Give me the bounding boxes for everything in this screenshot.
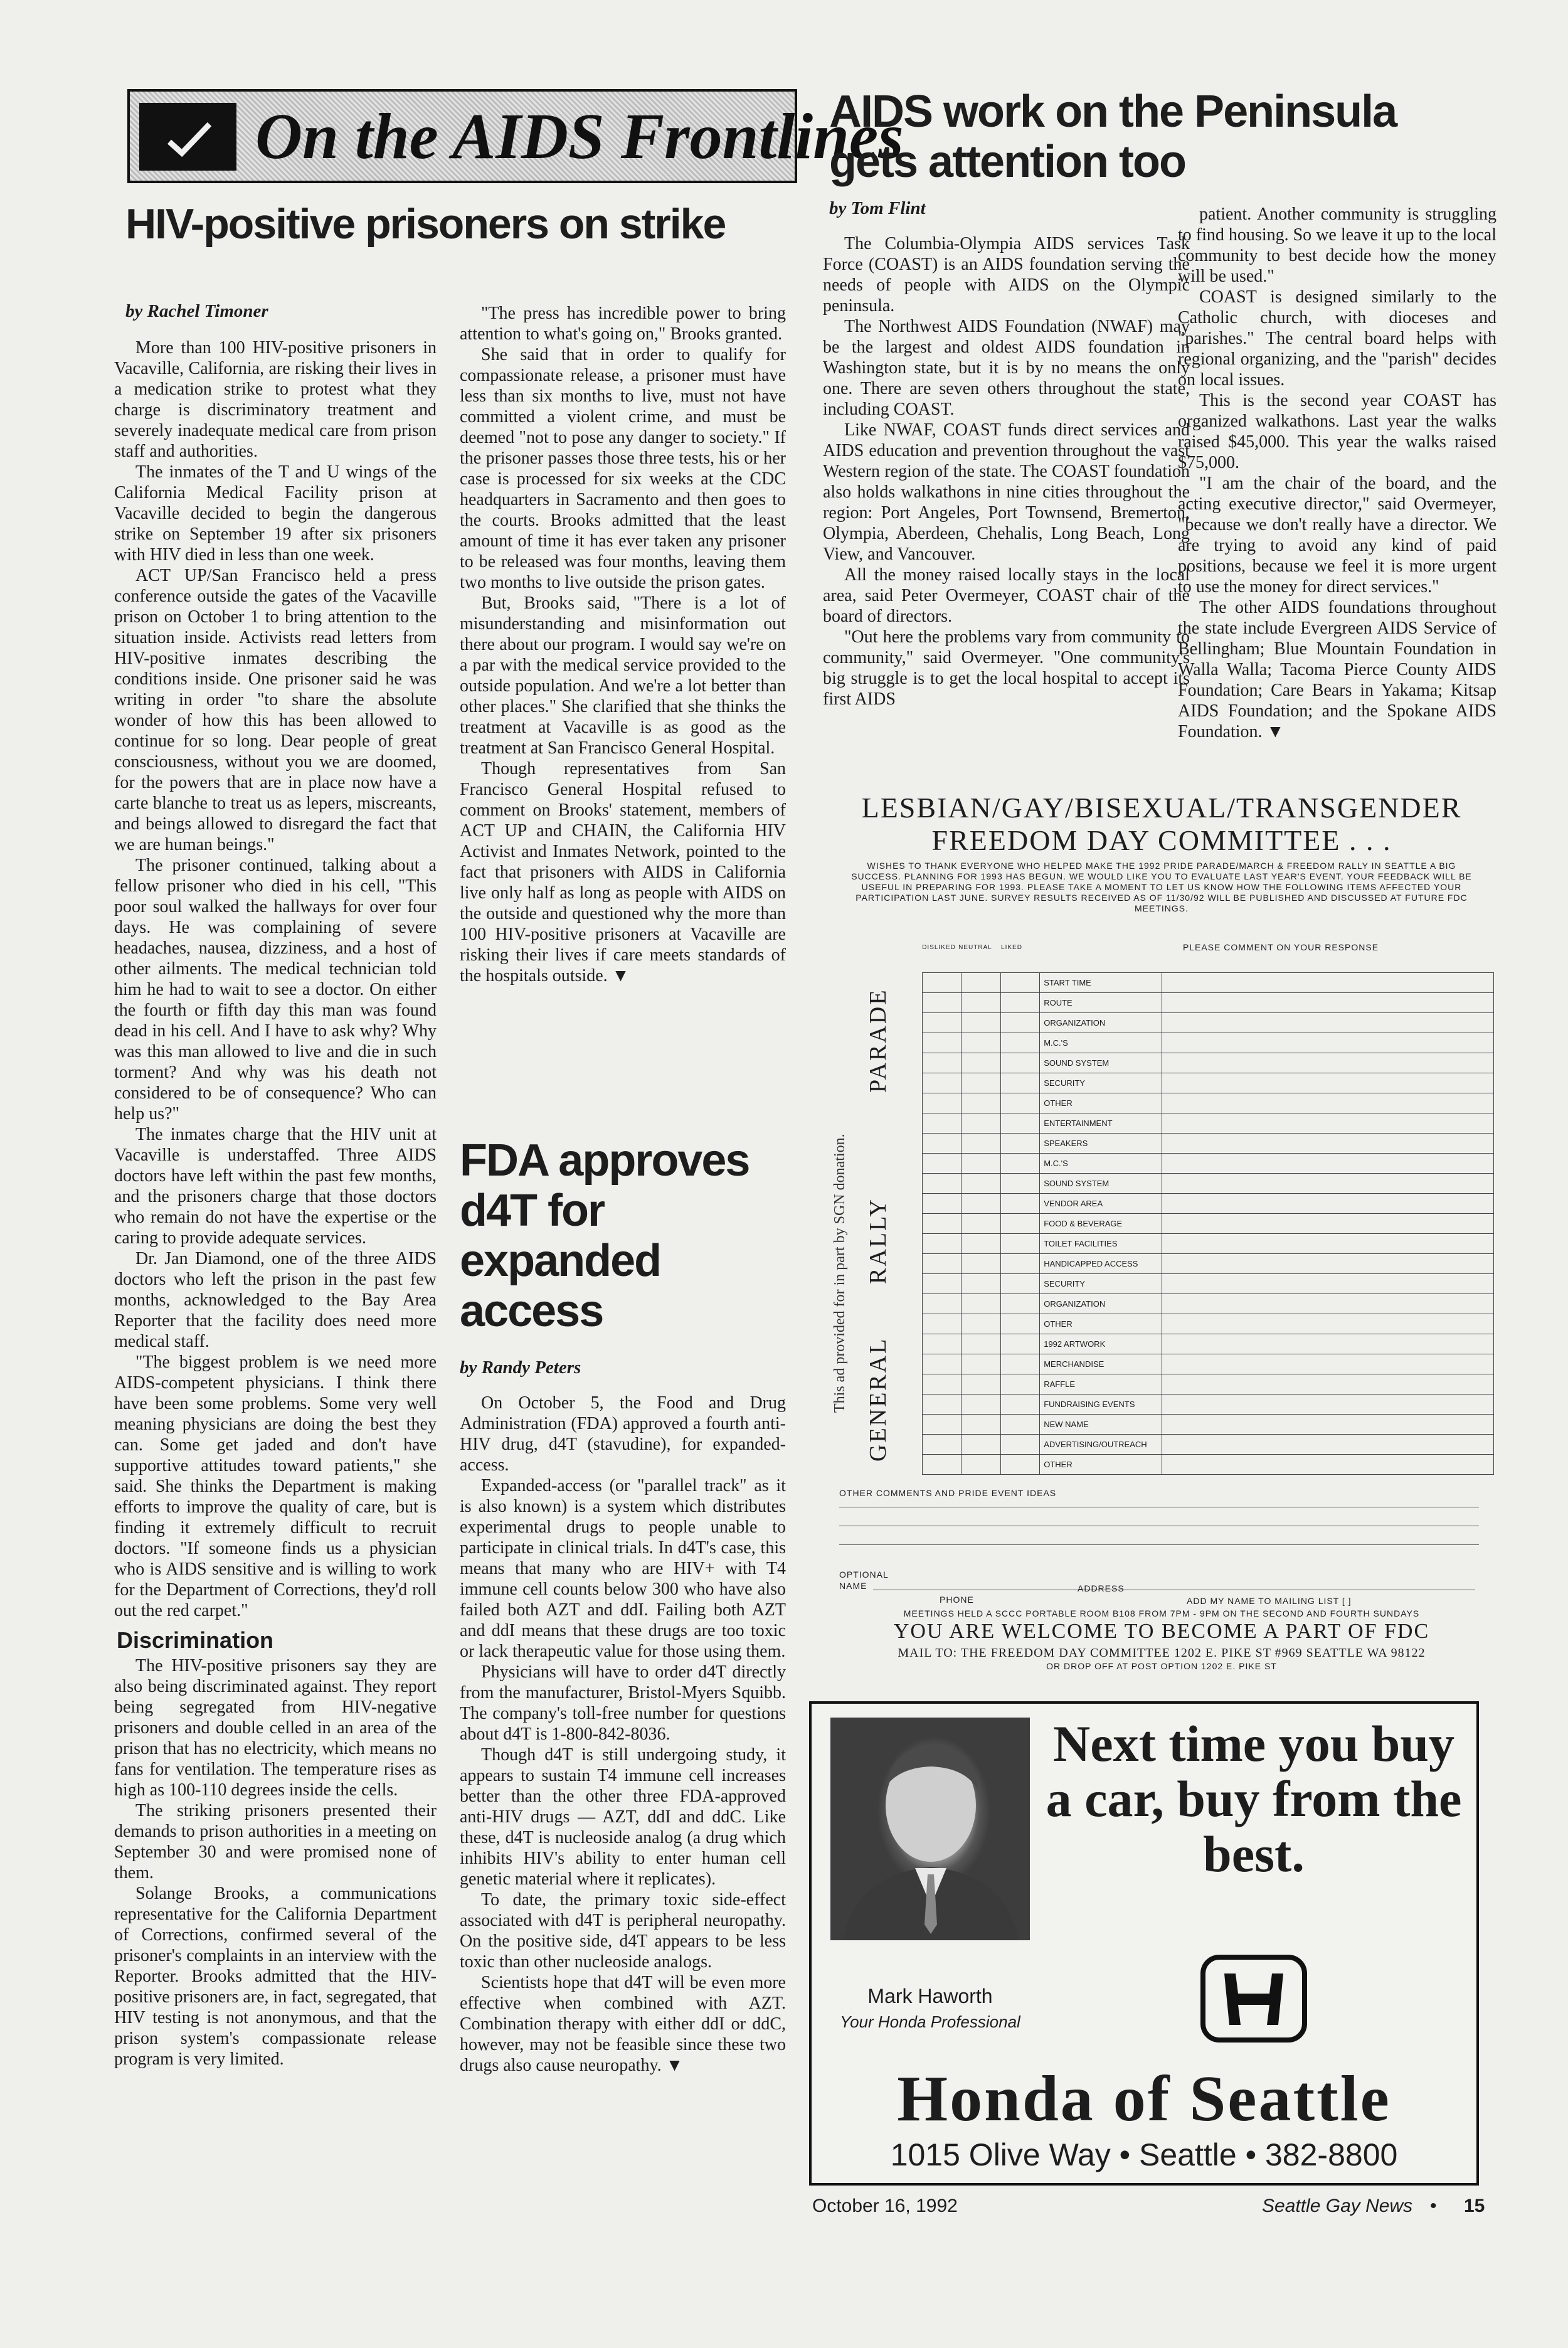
comment-field[interactable]: [1162, 1354, 1494, 1374]
disliked-checkbox[interactable]: [923, 1174, 961, 1194]
footer-date: October 16, 1992: [812, 2196, 958, 2216]
liked-checkbox[interactable]: [1000, 1274, 1039, 1294]
liked-checkbox[interactable]: [1000, 1013, 1039, 1033]
honda-logo-icon: [1200, 1955, 1307, 2046]
article3-paragraph: To date, the primary toxic side-effect associated with d4T is peripheral neuropathy. On the positive side, d4T appears to be less toxic than other nucleoside analogs.: [460, 1890, 786, 1972]
neutral-checkbox[interactable]: [961, 1053, 1000, 1073]
neutral-checkbox[interactable]: [961, 1435, 1000, 1455]
survey-item-label: ADVERTISING/OUTREACH: [1040, 1435, 1162, 1455]
neutral-checkbox[interactable]: [961, 1154, 1000, 1174]
liked-checkbox[interactable]: [1000, 1174, 1039, 1194]
mailing-list-checkbox[interactable]: ADD MY NAME TO MAILING LIST [ ]: [1187, 1596, 1352, 1606]
liked-checkbox[interactable]: [1000, 1334, 1039, 1354]
article2-headline: AIDS work on the Peninsula gets attention too: [829, 87, 1397, 187]
disliked-checkbox[interactable]: [923, 1154, 961, 1174]
liked-checkbox[interactable]: [1000, 1374, 1039, 1394]
dealer-address: 1015 Olive Way • Seattle • 382-8800: [890, 2137, 1398, 2172]
comment-field[interactable]: [1162, 1194, 1494, 1214]
comment-field[interactable]: [1162, 1274, 1494, 1294]
check-mark-icon: [139, 103, 236, 171]
article3-paragraph: Physicians will have to order d4T directly from the manufacturer, Bristol-Myers Squibb. The company's toll-free number for questions about d4T is 1-800-842-8036.: [460, 1662, 786, 1744]
liked-checkbox[interactable]: [1000, 1194, 1039, 1214]
article2-column2: [1178, 204, 1496, 742]
article2-paragraph: Like NWAF, COAST funds direct services and AIDS education and prevention throughout the vast Western region of the state. The COAST foundation also holds walkathons in nine cities throughout the region: Port Angeles, Port Townsend, Bremerton, Olympia, Aberdeen, Chehalis, Long Beach, Long View, and Vancouver.: [823, 420, 1190, 564]
article1-paragraph: The prisoner continued, talking about a fellow prisoner who died in his cell, "This poor soul walked the hallways for over four days. He was complaining of severe headaches, nausea, dizziness, and a host of other ailments. The medical technician told him he had to wait to see a doctor. On either the fourth or fifth day this man was found dead in his cell. And I have to ask why? Why was this man allowed to live and die in such torment? And why was his death not considered to be of consequence? Who can help us?": [114, 856, 437, 1124]
banner-logo-box: [139, 103, 236, 171]
neutral-checkbox[interactable]: [961, 1254, 1000, 1274]
disliked-checkbox[interactable]: [923, 1254, 961, 1274]
neutral-checkbox[interactable]: [961, 1334, 1000, 1354]
survey-row: [923, 1294, 1494, 1314]
column-liked: LIKED: [1001, 944, 1022, 951]
group-label-rally: RALLY: [865, 1198, 891, 1284]
disliked-checkbox[interactable]: [923, 1214, 961, 1234]
mail-to-address: MAIL TO: THE FREEDOM DAY COMMITTEE 1202 E. PIKE ST #969 SEATTLE WA 98122: [898, 1646, 1426, 1660]
disliked-checkbox[interactable]: [923, 1334, 961, 1354]
liked-checkbox[interactable]: [1000, 1354, 1039, 1374]
neutral-checkbox[interactable]: [961, 993, 1000, 1013]
neutral-checkbox[interactable]: [961, 1294, 1000, 1314]
survey-item-label: MERCHANDISE: [1040, 1354, 1162, 1374]
liked-checkbox[interactable]: [1000, 1134, 1039, 1154]
comment-field[interactable]: [1162, 1415, 1494, 1435]
survey-row: [923, 1093, 1494, 1113]
disliked-checkbox[interactable]: [923, 1415, 961, 1435]
neutral-checkbox[interactable]: [961, 973, 1000, 993]
disliked-checkbox[interactable]: [923, 1053, 961, 1073]
disliked-checkbox[interactable]: [923, 1134, 961, 1154]
comment-field[interactable]: [1162, 1334, 1494, 1354]
article2-paragraph: "Out here the problems vary from community to community," said Overmeyer. "One community's big struggle is to get the local hospital to accept its first AIDS: [823, 627, 1190, 709]
disliked-checkbox[interactable]: [923, 1073, 961, 1093]
neutral-checkbox[interactable]: [961, 1113, 1000, 1134]
article1-paragraph: ACT UP/San Francisco held a press conference outside the gates of the Vacaville prison on October 1 to bring attention to the situation inside. Activists read letters from HIV-positive inmates describing the conditions inside. One prisoner said he was writing in order "to share the absolute wonder of how this has been allowed to continue for so long. Dear people of great consciousness, without you we are doomed, for the powers that are in place now have a carte blanche to treat us as lepers, miscreants, and beings allowed to disregard the fact that we are human beings.": [114, 566, 437, 854]
form-intro: WISHES TO THANK EVERYONE WHO HELPED MAKE THE 1992 PRIDE PARADE/MARCH & FREEDOM RALLY IN SEATTLE A BIG SUCCESS. PLANNING FOR 1993 HAS BEGUN. WE WOULD LIKE YOU TO EVALUATE LAST YEAR'S EVENT. YOUR FEEDBACK WILL BE USEFUL IN PREPARING FOR 1993. PLEASE TAKE A MOMENT TO LET US KNOW HOW THE FOLLOWING ITEMS AFFECTED YOUR PARTICIPATION LAST JUNE. SURVEY RESULTS RECEIVED AS OF 11/30/92 WILL BE PUBLISHED AND DISCUSSED AT FUTURE FDC MEETINGS.: [851, 861, 1472, 913]
survey-row: [923, 993, 1494, 1013]
liked-checkbox[interactable]: [1000, 973, 1039, 993]
article3-body: [460, 1393, 786, 2076]
form-title-line2: FREEDOM DAY COMMITTEE . . .: [931, 824, 1392, 856]
comment-field[interactable]: [1162, 973, 1494, 993]
article1-paragraph: Dr. Jan Diamond, one of the three AIDS doctors who left the prison in the past few months, acknowledged to the Bay Area Reporter that the facility does need more medical staff.: [114, 1249, 437, 1351]
survey-row: [923, 1194, 1494, 1214]
article2-paragraph: patient. Another community is struggling to find housing. So we leave it up to the local community to best decide how the money will be used.": [1178, 205, 1496, 286]
survey-row: [923, 1033, 1494, 1053]
survey-item-label: M.C.'S: [1040, 1033, 1162, 1053]
liked-checkbox[interactable]: [1000, 1415, 1039, 1435]
disliked-checkbox[interactable]: [923, 1354, 961, 1374]
neutral-checkbox[interactable]: [961, 1354, 1000, 1374]
survey-item-label: START TIME: [1040, 973, 1162, 993]
survey-row: [923, 1394, 1494, 1415]
salesman-tagline: Your Honda Professional: [840, 2012, 1020, 2031]
disliked-checkbox[interactable]: [923, 1194, 961, 1214]
survey-row: [923, 1214, 1494, 1234]
article1-headline: HIV-positive prisoners on strike: [125, 200, 726, 248]
article1-paragraph: She said that in order to qualify for compassionate release, a prisoner must have less than six months to live, must not have committed a violent crime, and must be deemed "not to pose any danger to society." If the prisoner passes those three tests, his or her case is processed for six weeks at the CDC headquarters in Sacramento and then goes to the courts. Brooks admitted that the least amount of time it has ever taken any prisoner to be released was four months, leaving them two months to live outside the prison gates.: [460, 345, 786, 592]
liked-checkbox[interactable]: [1000, 1113, 1039, 1134]
neutral-checkbox[interactable]: [961, 1274, 1000, 1294]
comment-field[interactable]: [1162, 1174, 1494, 1194]
survey-item-label: ORGANIZATION: [1040, 1013, 1162, 1033]
article1-paragraph: "The biggest problem is we need more AIDS-competent physicians. I think there have been some problems. Some very well meaning physicians are doing the best they can. Some get jaded and don't have supportive attitudes toward patients," she said. She thinks the Department is making efforts to improve the quality of care, but is finding it extremely difficult to recruit doctors. "If someone finds us a physician who is AIDS sensitive and is willing to work for the Department of Corrections, they'd roll out the red carpet.": [114, 1352, 437, 1620]
liked-checkbox[interactable]: [1000, 1053, 1039, 1073]
disliked-checkbox[interactable]: [923, 1234, 961, 1254]
liked-checkbox[interactable]: [1000, 1394, 1039, 1415]
liked-checkbox[interactable]: [1000, 1033, 1039, 1053]
comment-field[interactable]: [1162, 1113, 1494, 1134]
neutral-checkbox[interactable]: [961, 1013, 1000, 1033]
liked-checkbox[interactable]: [1000, 1214, 1039, 1234]
article2-paragraph: This is the second year COAST has organized walkathons. Last year the walks raised $45,000. This year the walks raised $75,000.: [1178, 391, 1496, 472]
neutral-checkbox[interactable]: [961, 1234, 1000, 1254]
survey-row: [923, 1354, 1494, 1374]
disliked-checkbox[interactable]: [923, 1033, 961, 1053]
comment-field[interactable]: [1162, 1234, 1494, 1254]
survey-row: [923, 1013, 1494, 1033]
freedom-day-survey-form: [829, 792, 1494, 1686]
article2-paragraph: The Columbia-Olympia AIDS services Task Force (COAST) is an AIDS foundation serving the needs of people with AIDS on the Olympic peninsula.: [823, 234, 1190, 316]
neutral-checkbox[interactable]: [961, 1093, 1000, 1113]
survey-row: [923, 1154, 1494, 1174]
liked-checkbox[interactable]: [1000, 1254, 1039, 1274]
neutral-checkbox[interactable]: [961, 1134, 1000, 1154]
liked-checkbox[interactable]: [1000, 1314, 1039, 1334]
comment-line[interactable]: [839, 1544, 1479, 1545]
survey-row: [923, 1134, 1494, 1154]
survey-item-label: ENTERTAINMENT: [1040, 1113, 1162, 1134]
disliked-checkbox[interactable]: [923, 1314, 961, 1334]
salesman-name: Mark Haworth: [867, 1985, 993, 2007]
survey-grid: [922, 972, 1494, 1475]
article3-byline: by Randy Peters: [460, 1357, 581, 1378]
salesman-photo: [830, 1718, 1030, 1940]
article2-column1: [823, 233, 1190, 709]
survey-row: [923, 1274, 1494, 1294]
liked-checkbox[interactable]: [1000, 1455, 1039, 1475]
neutral-checkbox[interactable]: [961, 1174, 1000, 1194]
comment-field[interactable]: [1162, 1134, 1494, 1154]
comment-field[interactable]: [1162, 1093, 1494, 1113]
article1-paragraph: The inmates charge that the HIV unit at Vacaville is understaffed. Three AIDS doctors have left within the past few months, and the prisoners charge that those doctors who remain do not have the expertise or the caring to provide adequate services.: [114, 1125, 437, 1248]
survey-item-label: SPEAKERS: [1040, 1134, 1162, 1154]
survey-item-label: VENDOR AREA: [1040, 1194, 1162, 1214]
article1-paragraph: But, Brooks said, "There is a lot of misunderstanding and misinformation out there about our program. I would say we're on a par with the medical service provided to the outside population. And we're a lot better than other places." She clarified that she thinks the treatment at Vacaville is as good as the treatment at San Francisco General Hospital.: [460, 593, 786, 758]
article1-subhead: Discrimination: [117, 1627, 274, 1653]
survey-row: [923, 1174, 1494, 1194]
section-banner: [127, 89, 904, 183]
article1-paragraph: More than 100 HIV-positive prisoners in Vacaville, California, are risking their lives in a medication strike to protest what they charge is discriminatory treatment and severely inadequate medical care from prison staff and authorities.: [114, 338, 437, 461]
neutral-checkbox[interactable]: [961, 1314, 1000, 1334]
neutral-checkbox[interactable]: [961, 1073, 1000, 1093]
neutral-checkbox[interactable]: [961, 1455, 1000, 1475]
disliked-checkbox[interactable]: [923, 1093, 961, 1113]
survey-row: [923, 1455, 1494, 1475]
disliked-checkbox[interactable]: [923, 1274, 961, 1294]
welcome-text: YOU ARE WELCOME TO BECOME A PART OF FDC: [893, 1620, 1430, 1643]
article3-paragraph: Expanded-access (or "parallel track" as it is also known) is a system which distributes experimental drugs to people unable to participate in clinical trials. In d4T's case, this means that many who are HIV+ with T4 immune cell counts below 300 who have also failed both AZT and ddI. Failing both AZT and ddI means that these drugs are too toxic or lack therapeutic value for those using them.: [460, 1476, 786, 1661]
comment-field[interactable]: [1162, 1294, 1494, 1314]
survey-item-label: FOOD & BEVERAGE: [1040, 1214, 1162, 1234]
article1-column1: [114, 337, 437, 2069]
survey-item-label: SOUND SYSTEM: [1040, 1053, 1162, 1073]
disliked-checkbox[interactable]: [923, 973, 961, 993]
survey-item-label: 1992 ARTWORK: [1040, 1334, 1162, 1354]
survey-item-label: NEW NAME: [1040, 1415, 1162, 1435]
article1-paragraph: Though representatives from San Francisco General Hospital refused to comment on Brooks' statement, members of ACT UP and CHAIN, the California HIV Activist and Inmates Network, pointed to the fact that prisoners with AIDS in California live only half as long as people with AIDS on the outside and questioned why the more than 100 HIV-positive prisoners at Vacaville are risking their lives if care meets standards of the hospitals outside. ▼: [460, 759, 786, 985]
honda-advertisement: [809, 1701, 1479, 2186]
form-side-note: This ad provided for in part by SGN donation.: [832, 1134, 848, 1413]
neutral-checkbox[interactable]: [961, 1214, 1000, 1234]
form-title-line1: LESBIAN/GAY/BISEXUAL/TRANSGENDER: [861, 792, 1462, 824]
disliked-checkbox[interactable]: [923, 993, 961, 1013]
name-label: NAME: [839, 1581, 867, 1591]
banner-title: On the AIDS Frontlines: [255, 100, 904, 173]
group-label-general: GENERAL: [865, 1337, 891, 1462]
survey-row: [923, 1234, 1494, 1254]
liked-checkbox[interactable]: [1000, 1154, 1039, 1174]
survey-item-label: RAFFLE: [1040, 1374, 1162, 1394]
article3-paragraph: On October 5, the Food and Drug Administration (FDA) approved a fourth anti-HIV drug, d4T (stavudine), for expanded-access.: [460, 1393, 786, 1475]
comment-field[interactable]: [1162, 1374, 1494, 1394]
other-comments-label: OTHER COMMENTS AND PRIDE EVENT IDEAS: [839, 1488, 1057, 1498]
drop-off-info: OR DROP OFF AT POST OPTION 1202 E. PIKE ST: [1046, 1661, 1277, 1671]
survey-row: [923, 1073, 1494, 1093]
comment-field[interactable]: [1162, 1214, 1494, 1234]
survey-row: [923, 1334, 1494, 1354]
article2-byline: by Tom Flint: [829, 198, 926, 218]
article1-column2: [460, 303, 786, 986]
column-disliked: DISLIKED: [922, 944, 956, 951]
article3-headline: FDA approves d4T for expanded access: [460, 1135, 750, 1336]
comment-header: PLEASE COMMENT ON YOUR RESPONSE: [1182, 942, 1379, 952]
ad-headline: Next time you buy a car, buy from the best.: [1046, 1715, 1462, 1883]
comment-field[interactable]: [1162, 1254, 1494, 1274]
comment-field[interactable]: [1162, 1013, 1494, 1033]
disliked-checkbox[interactable]: [923, 1394, 961, 1415]
comment-field[interactable]: [1162, 1053, 1494, 1073]
article3-paragraph: Though d4T is still undergoing study, it appears to sustain T4 immune cell increases better than the other three FDA-approved anti-HIV drugs — AZT, ddI and ddC. Like these, d4T is nucleoside analog (a drug which inhibits HIV's ability to enter human cell genetic material where it replicates).: [460, 1745, 786, 1889]
address-label: ADDRESS: [1078, 1583, 1125, 1593]
survey-item-label: M.C.'S: [1040, 1154, 1162, 1174]
neutral-checkbox[interactable]: [961, 1194, 1000, 1214]
survey-row: [923, 1415, 1494, 1435]
survey-item-label: SECURITY: [1040, 1274, 1162, 1294]
survey-item-label: ORGANIZATION: [1040, 1294, 1162, 1314]
disliked-checkbox[interactable]: [923, 1435, 961, 1455]
survey-row: [923, 1254, 1494, 1274]
comment-field[interactable]: [1162, 1394, 1494, 1415]
survey-item-label: OTHER: [1040, 1455, 1162, 1475]
neutral-checkbox[interactable]: [961, 1394, 1000, 1415]
survey-item-label: TOILET FACILITIES: [1040, 1234, 1162, 1254]
survey-item-label: OTHER: [1040, 1093, 1162, 1113]
comment-field[interactable]: [1162, 1033, 1494, 1053]
article1-paragraph: The inmates of the T and U wings of the California Medical Facility prison at Vacaville decided to begin the dangerous strike on September 19 after six prisoners with HIV died in less than one week.: [114, 462, 437, 565]
article1-paragraph: Solange Brooks, a communications representative for the California Department of Corrections, confirmed several of the prisoner's complaints in an interview with the Reporter. Brooks admitted that the HIV-positive prisoners are, in fact, segregated, that HIV testing is not anonymous, and that the prison system's compassionate release program is very limited.: [114, 1884, 437, 2069]
article2-paragraph: The Northwest AIDS Foundation (NWAF) may be the largest and oldest AIDS foundation in Washington state, but it is by no means the only one. There are seven others throughout the state, including COAST.: [823, 317, 1190, 419]
meetings-info: MEETINGS HELD A SCCC PORTABLE ROOM B108 FROM 7PM - 9PM ON THE SECOND AND FOURTH SUNDAYS: [903, 1608, 1420, 1618]
disliked-checkbox[interactable]: [923, 1113, 961, 1134]
article2-paragraph: All the money raised locally stays in the local area, said Peter Overmeyer, COAST chair of the board of directors.: [823, 565, 1190, 626]
article1-paragraph: The striking prisoners presented their demands to prison authorities in a meeting on September 30 and were promised none of them.: [114, 1801, 437, 1883]
survey-row: [923, 1374, 1494, 1394]
survey-row: [923, 1435, 1494, 1455]
comment-field[interactable]: [1162, 1314, 1494, 1334]
survey-row: [923, 973, 1494, 993]
liked-checkbox[interactable]: [1000, 1234, 1039, 1254]
optional-label: OPTIONAL: [839, 1570, 889, 1580]
disliked-checkbox[interactable]: [923, 1455, 961, 1475]
survey-item-label: SECURITY: [1040, 1073, 1162, 1093]
footer-bullet: •: [1430, 2196, 1437, 2216]
comment-field[interactable]: [1162, 1154, 1494, 1174]
disliked-checkbox[interactable]: [923, 1013, 961, 1033]
survey-item-label: ROUTE: [1040, 993, 1162, 1013]
disliked-checkbox[interactable]: [923, 1374, 961, 1394]
survey-item-label: FUNDRAISING EVENTS: [1040, 1394, 1162, 1415]
article2-paragraph: COAST is designed similarly to the Catholic church, with dioceses and "parishes." The central board helps with regional organizing, and the "parish" decides on local issues.: [1178, 287, 1496, 390]
survey-item-label: OTHER: [1040, 1314, 1162, 1334]
dealer-name: Honda of Seattle: [897, 2063, 1391, 2135]
footer-page-number: 15: [1464, 2196, 1485, 2216]
neutral-checkbox[interactable]: [961, 1033, 1000, 1053]
comment-field[interactable]: [1162, 993, 1494, 1013]
disliked-checkbox[interactable]: [923, 1294, 961, 1314]
article2-paragraph: The other AIDS foundations throughout the state include Evergreen AIDS Service of Bellingham; Blue Mountain Foundation in Walla Walla; Tacoma Pierce County AIDS Foundation; Care Bears in Yakama; Kitsap AIDS Foundation; and the Spokane AIDS Foundation. ▼: [1178, 598, 1496, 741]
survey-item-label: HANDICAPPED ACCESS: [1040, 1254, 1162, 1274]
comment-field[interactable]: [1162, 1073, 1494, 1093]
liked-checkbox[interactable]: [1000, 993, 1039, 1013]
survey-row: [923, 1113, 1494, 1134]
comment-field[interactable]: [1162, 1455, 1494, 1475]
article3-paragraph: Scientists hope that d4T will be even more effective when combined with AZT. Combination therapy with either ddI or ddC, however, may not be feasible since these two drugs also cause neuropathy. ▼: [460, 1973, 786, 2075]
footer-paper-name: Seattle Gay News: [1262, 2196, 1413, 2216]
article1-paragraph: "The press has incredible power to bring attention to what's going on," Brooks granted.: [460, 304, 786, 344]
neutral-checkbox[interactable]: [961, 1415, 1000, 1435]
salesman-portrait: [830, 1718, 1030, 1940]
article1-paragraph: The HIV-positive prisoners say they are also being discriminated against. They report being segregated from HIV-negative prisoners and double celled in an area of the prison that has no electricity, which means no fans for ventilation. The temperature rises as high as 100-110 degrees inside the cells.: [114, 1656, 437, 1800]
survey-row: [923, 1314, 1494, 1334]
comment-field[interactable]: [1162, 1435, 1494, 1455]
survey-row: [923, 1053, 1494, 1073]
neutral-checkbox[interactable]: [961, 1374, 1000, 1394]
article1-byline: by Rachel Timoner: [125, 301, 268, 321]
group-label-parade: PARADE: [865, 988, 891, 1093]
survey-item-label: SOUND SYSTEM: [1040, 1174, 1162, 1194]
article2-paragraph: "I am the chair of the board, and the acting executive director," said Overmeyer, "because we don't really have a director. We are trying to avoid any kind of paid positions, because we feel it is more urgent to use the money for direct services.": [1178, 474, 1496, 597]
column-neutral: NEUTRAL: [958, 944, 992, 951]
liked-checkbox[interactable]: [1000, 1435, 1039, 1455]
liked-checkbox[interactable]: [1000, 1093, 1039, 1113]
phone-label: PHONE: [940, 1595, 974, 1605]
liked-checkbox[interactable]: [1000, 1294, 1039, 1314]
liked-checkbox[interactable]: [1000, 1073, 1039, 1093]
